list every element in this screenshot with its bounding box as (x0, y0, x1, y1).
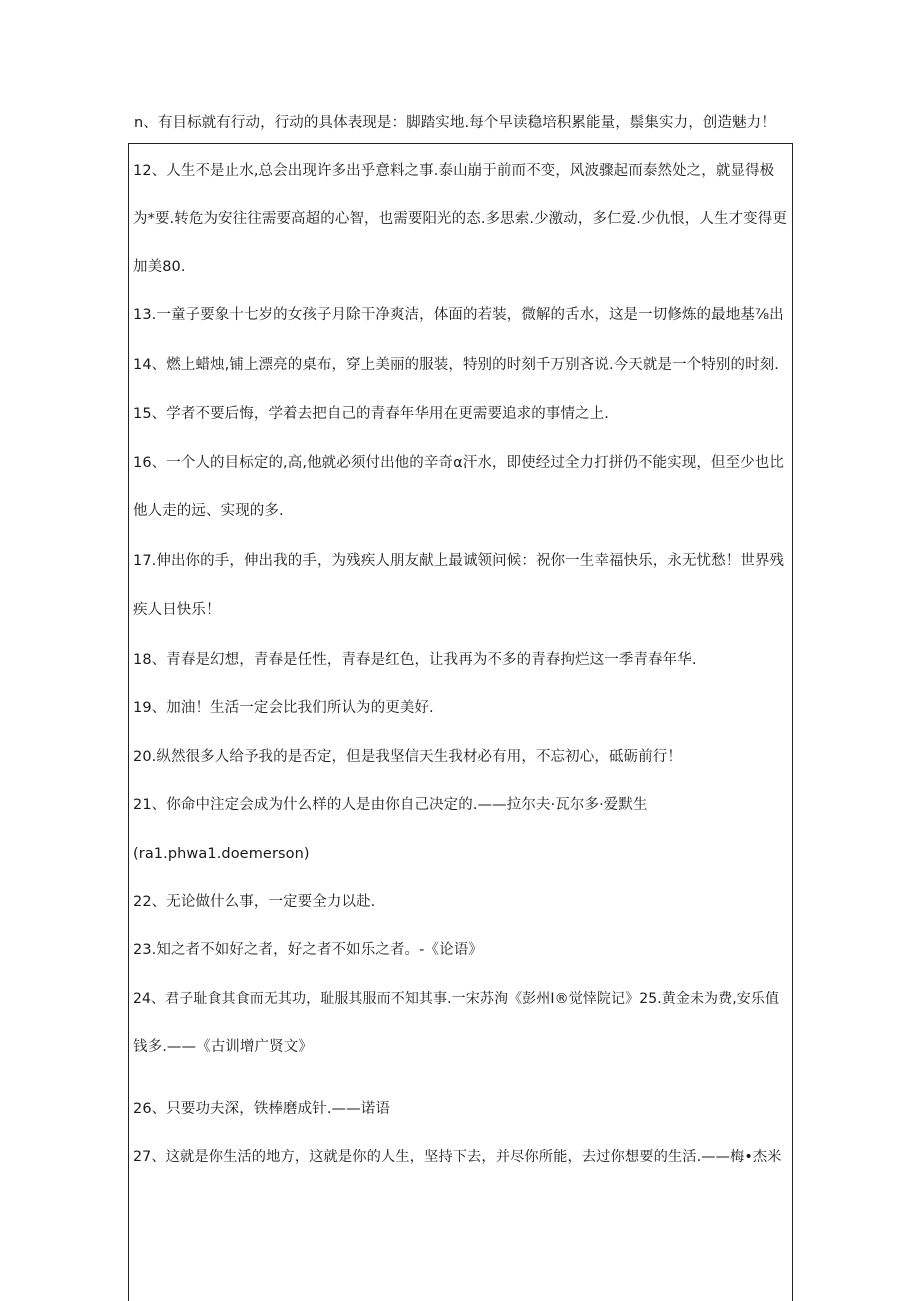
text-line: 14、燃上蜡烛,铺上漂亮的桌布，穿上美丽的服装，特别的时刻千万别吝说.今天就是一个特别的时刻. (133, 357, 779, 373)
text-line: 18、青春是幻想，青春是任性，青春是红色，让我再为不多的青春拘烂这一季青春年华. (133, 652, 697, 668)
text-line: 疾人日快乐！ (133, 602, 221, 618)
text-line: 20.纵然很多人给予我的是否定，但是我坚信天生我材必有用，不忘初心，砥砺前行！ (133, 749, 682, 765)
text-line: 15、学者不要后悔，学着去把自己的青春年华用在更需要追求的事情之上. (133, 406, 609, 422)
text-line: 26、只要功夫深，铁棒磨成针.——诺语 (133, 1101, 390, 1117)
text-line: 加美80. (133, 259, 186, 275)
text-line: 22、无论做什么事，一定要全力以赴. (133, 894, 376, 910)
text-line: n、有目标就有行动，行动的具体表现是：脚踏实地.每个早读稳培积累能量，鬃集实力，创造魅力！ (134, 115, 776, 131)
text-line: 24、君子耻食其食而无其功，耻服其服而不知其事.一宋苏洵《彭州I®觉悻院记》25.黄金未为费,安乐值 (133, 991, 780, 1007)
text-line: (ra1.phwa1.doemerson) (133, 846, 310, 862)
text-line: 13.一童子要象十七岁的女孩子月除干净爽洁，体面的若装，微解的舌水，这是一切修炼的最地基⅞出 (133, 307, 784, 323)
text-line: 为*要.转危为安往往需要高超的心智，也需要阳光的态.多思索.少激动，多仁爱.少仇恨，人生才变得更 (133, 211, 787, 227)
text-line: 27、这就是你生活的地方，这就是你的人生，坚持下去，并尽你所能，去过你想要的生活.——梅•杰米 (133, 1149, 782, 1165)
text-line: 钱多.——《古训增广贤文》 (133, 1039, 313, 1055)
text-line: 17.伸出你的手，伸出我的手，为残疾人朋友献上最诚领问候：祝你一生幸福快乐，永无忧愁！世界残 (133, 553, 785, 569)
text-line: 21、你命中注定会成为什么样的人是由你自己决定的.——拉尔夫·瓦尔多·爱默生 (133, 797, 648, 813)
text-line: 12、人生不是止水,总会出现许多出乎意料之事.泰山崩于前而不变，风波骤起而泰然处之，就显得极 (133, 163, 775, 179)
text-line: 23.知之者不如好之者，好之者不如乐之者。-《论语》 (133, 942, 483, 958)
text-line: 19、加油！生活一定会比我们所认为的更美好. (133, 700, 434, 716)
text-line: 他人走的远、实现的多. (133, 503, 284, 519)
text-line: 16、一个人的目标定的,高,他就必须付出他的辛奇α汗水，即使经过全力打拼仍不能实现，但至少也比 (133, 455, 784, 471)
